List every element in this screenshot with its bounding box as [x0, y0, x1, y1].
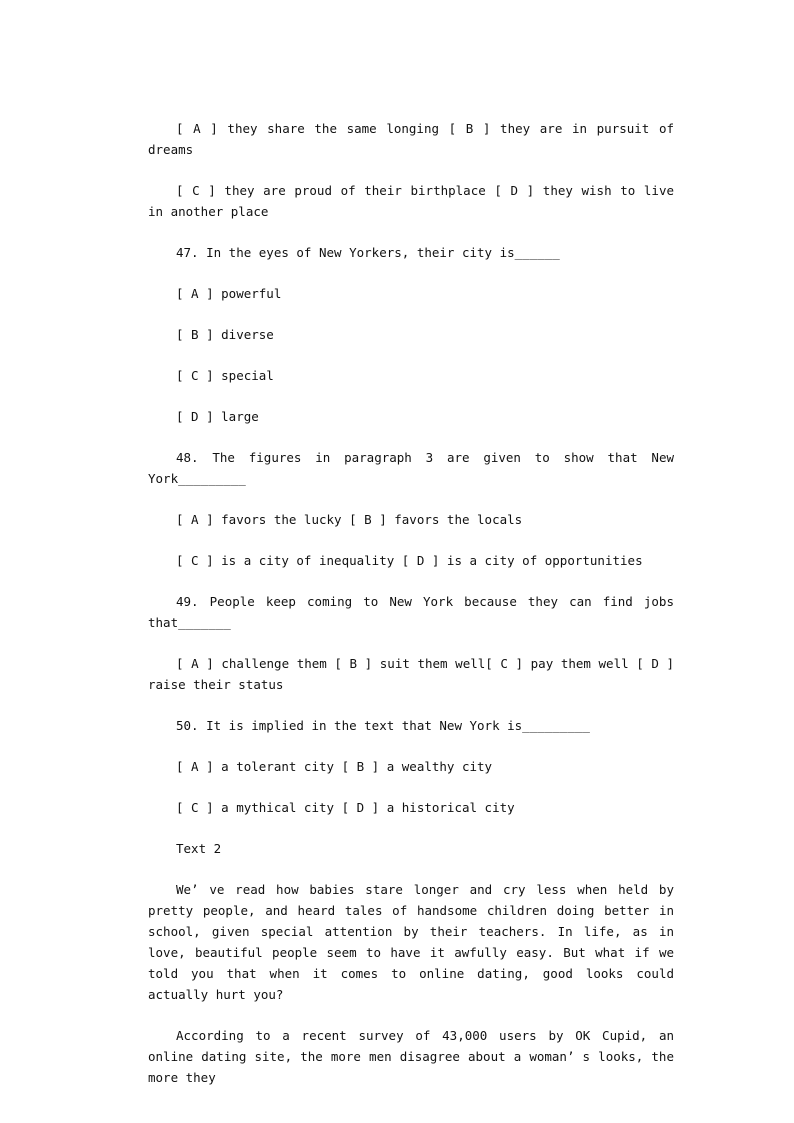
document-page	[148, 118, 674, 1108]
question-50: 50. It is implied in the text that New York is_________	[176, 718, 590, 733]
text2-paragraph-2: According to a recent survey of 43,000 users by OK Cupid, an online dating site, the more men disagree about a woman’ s looks, the more they	[148, 1028, 674, 1085]
q46-options-cd: [ C ] they are proud of their birthplace [ D ] they wish to live in another place	[148, 183, 674, 219]
q48-options-ab: [ A ] favors the lucky [ B ] favors the locals	[176, 512, 523, 527]
q50-options-ab: [ A ] a tolerant city [ B ] a wealthy city	[176, 759, 493, 774]
text2-paragraph-1: We’ ve read how babies stare longer and cry less when held by pretty people, and heard tales of handsome children doing better in school, given special attention by their teachers. In life, as in love, beautiful people seem to have it awfully easy. But what if we told you that when it comes to online dating, good looks could actually hurt you?	[148, 882, 674, 1002]
q48-options-cd: [ C ] is a city of inequality [ D ] is a city of opportunities	[176, 553, 643, 568]
q46-options-ab: [ A ] they share the same longing [ B ] they are in pursuit of dreams	[148, 121, 674, 157]
question-48: 48. The figures in paragraph 3 are given to show that New York_________	[148, 450, 674, 486]
q49-options: [ A ] challenge them [ B ] suit them well[ C ] pay them well [ D ] raise their status	[148, 656, 674, 692]
q47-option-c: [ C ] special	[176, 368, 274, 383]
q47-option-b: [ B ] diverse	[176, 327, 274, 342]
q50-options-cd: [ C ] a mythical city [ D ] a historical city	[176, 800, 515, 815]
section-heading-text-2: Text 2	[176, 841, 222, 856]
q47-option-a: [ A ] powerful	[176, 286, 282, 301]
q47-option-d: [ D ] large	[176, 409, 259, 424]
question-47: 47. In the eyes of New Yorkers, their city is______	[176, 245, 560, 260]
question-49: 49. People keep coming to New York because they can find jobs that_______	[148, 594, 674, 630]
